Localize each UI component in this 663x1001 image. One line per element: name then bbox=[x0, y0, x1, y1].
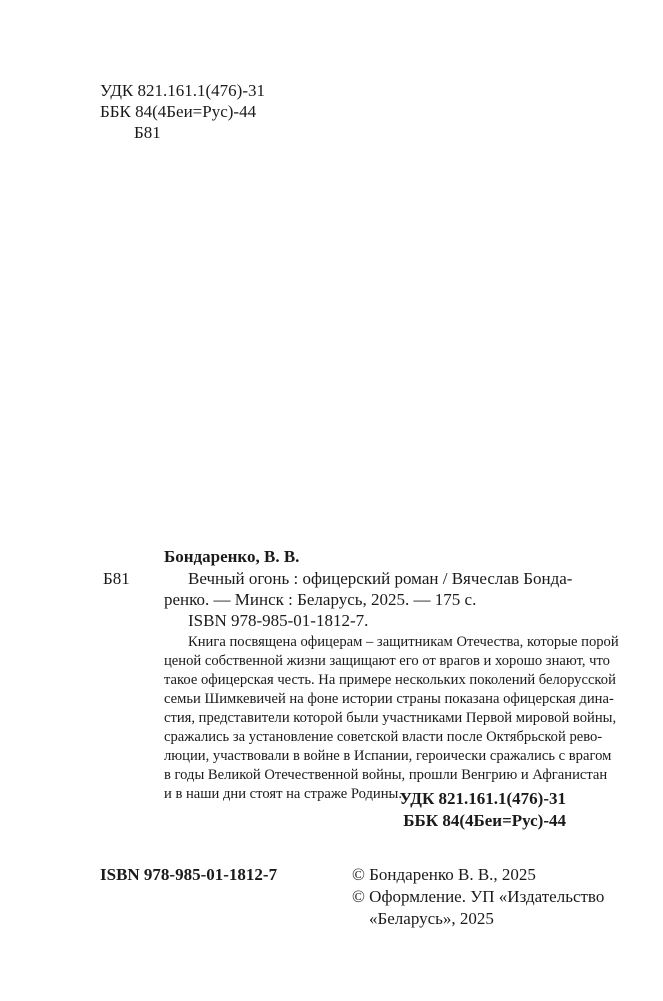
record-title-line-1: Вечный огонь : офицерский роман / Вячеслав Бонда- bbox=[188, 569, 573, 588]
copyright-author: © Бондаренко В. В., 2025 bbox=[352, 865, 536, 884]
annotation-line-7: люции, участвовали в войне в Испании, героически сражались с врагом bbox=[164, 748, 612, 764]
top-author-code: Б81 bbox=[134, 123, 161, 142]
annotation-line-8: в годы Великой Отечественной войны, прошли Венгрию и Афганистан bbox=[164, 767, 608, 783]
footer-isbn: ISBN 978-985-01-1812-7 bbox=[100, 865, 278, 884]
annotation-line-3: такое офицерская честь. На примере нескольких поколений белорусской bbox=[164, 672, 616, 688]
record-author-code: Б81 bbox=[103, 569, 130, 588]
annotation-line-6: сражались за установление советской власти после Октябрьской рево- bbox=[164, 729, 603, 745]
copyright-design-line-2: «Беларусь», 2025 bbox=[369, 909, 494, 928]
annotation bbox=[164, 633, 619, 804]
record-isbn: ISBN 978-985-01-1812-7. bbox=[188, 611, 369, 630]
classification-udk: УДК 821.161.1(476)-31 bbox=[399, 789, 566, 808]
top-bbk: ББК 84(4Беи=Рус)-44 bbox=[100, 102, 257, 121]
annotation-line-9: и в наши дни стоят на страже Родины. bbox=[164, 786, 402, 802]
annotation-line-1: Книга посвящена офицерам – защитникам Отечества, которые порой bbox=[188, 634, 619, 650]
record-title-block bbox=[164, 568, 573, 610]
annotation-line-2: ценой собственной жизни защищают его от врагов и хорошо знают, что bbox=[164, 653, 610, 669]
annotation-line-5: стия, представители которой были участниками Первой мировой войны, bbox=[164, 710, 617, 726]
record-title-line-2: ренко. — Минск : Беларусь, 2025. — 175 с. bbox=[164, 590, 477, 609]
top-udk: УДК 821.161.1(476)-31 bbox=[100, 81, 265, 100]
annotation-line-4: семьи Шимкевичей на фоне истории страны показана офицерская дина- bbox=[164, 691, 614, 707]
copyright-design-line-1: © Оформление. УП «Издательство bbox=[352, 887, 605, 906]
record-author: Бондаренко, В. В. bbox=[164, 547, 300, 566]
classification-bbk: ББК 84(4Беи=Рус)-44 bbox=[403, 811, 566, 830]
